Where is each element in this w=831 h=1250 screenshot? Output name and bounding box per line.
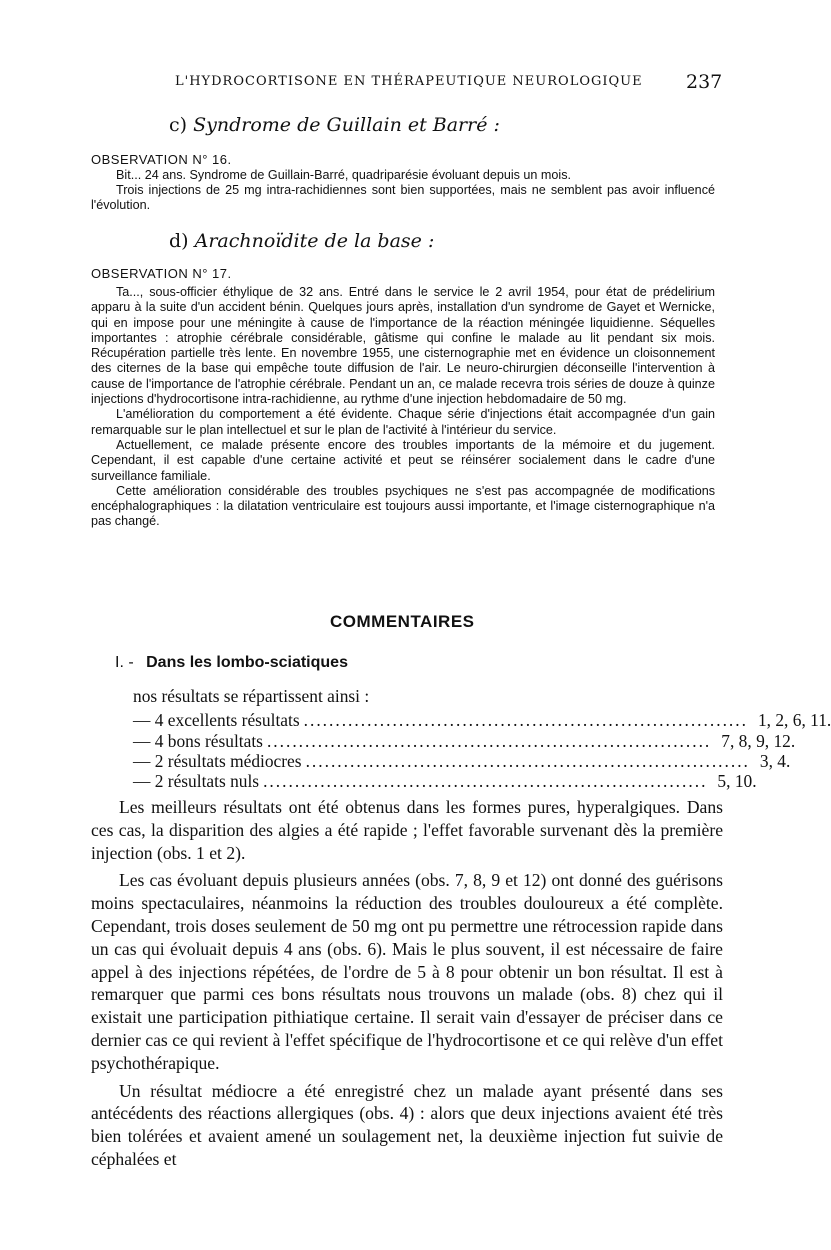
lombo-sciatiques-heading	[115, 654, 348, 672]
observation-16-heading: OBSERVATION N° 16.	[91, 152, 232, 167]
leader-dots: ......................................................................	[303, 710, 748, 730]
observation-17-paragraph: Actuellement, ce malade présente encore des troubles importants de la mémoire et du jugement. Cependant, il est capable d'une certaine activité et peut se réinsérer socialement dans le cadre d'une surveillance familiale.	[91, 437, 715, 483]
section-c-heading	[169, 114, 500, 136]
page-number: 237	[686, 71, 723, 93]
section-d-heading	[169, 230, 434, 252]
subsection-number: I. -	[115, 654, 134, 671]
results-label: — 2 résultats nuls	[133, 771, 260, 791]
observation-17-paragraph: Cette amélioration considérable des troubles psychiques ne s'est pas accompagnée de modifications encéphalographiques : la dilatation ventriculaire est toujours aussi importante, et l'image cisternographique n'a pas changé.	[91, 483, 715, 529]
section-c-title: Syndrome de Guillain et Barré :	[193, 114, 500, 136]
results-row	[133, 771, 757, 793]
commentary-paragraph: Un résultat médiocre a été enregistré chez un malade ayant présenté dans ses antécédents des réactions allergiques (obs. 4) : alors que deux injections avaient été très bien tolérées et avaient amené un soulagement net, la deuxième injection fut suivie de céphalées et	[91, 1080, 723, 1169]
results-row	[133, 731, 796, 753]
leader-dots: ......................................................................	[263, 771, 708, 791]
leader-dots: ......................................................................	[305, 751, 750, 771]
commentaires-heading: COMMENTAIRES	[330, 612, 475, 631]
results-label: — 2 résultats médiocres	[133, 751, 302, 771]
results-obs: 1, 2, 6, 11.	[757, 710, 831, 730]
observation-16-text-1: Bit... 24 ans. Syndrome de Guillain-Barré, quadriparésie évoluant depuis un mois.	[116, 168, 572, 182]
results-intro: nos résultats se répartissent ainsi :	[133, 686, 370, 706]
observation-16-text-2: Trois injections de 25 mg intra-rachidiennes sont bien supportées, mais ne semblent pas avoir influencé l'évolution.	[91, 183, 715, 213]
commentary-paragraph: Les cas évoluant depuis plusieurs années (obs. 7, 8, 9 et 12) ont donné des guérisons moins spectaculaires, néanmoins la réduction des troubles douloureux a été complète. Cependant, trois doses seulement de 50 mg ont pu permettre une rétrocession rapide dans un cas qui évoluait depuis 4 ans (obs. 6). Mais le plus souvent, il est nécessaire de faire appel à des injections répétées, de l'ordre de 5 à 8 pour obtenir un bon résultat. Il est à remarquer que parmi ces bons résultats nous trouvons un malade (obs. 8) chez qui il existait une participation pithiatique certaine. Il serait vain d'essayer de préciser dans ce dernier cas ce qui revient à l'effet spécifique de l'hydrocortisone et ce qui relève d'un effet psychothérapique.	[91, 870, 723, 1073]
section-d-title: Arachnoïdite de la base :	[194, 230, 435, 252]
results-obs: 5, 10.	[717, 771, 757, 791]
results-label: — 4 excellents résultats	[133, 710, 300, 730]
results-obs: 7, 8, 9, 12.	[721, 731, 796, 751]
results-row	[133, 751, 791, 773]
observation-17-paragraph: Ta..., sous-officier éthylique de 32 ans. Entré dans le service le 2 avril 1954, pour état de prédelirium apparu à la suite d'un accident bénin. Quelques jours après, installation d'un syndrome de Gayet et Wernicke, qui en impose pour une méningite à cause de l'importance de la réaction méningée liquidienne. Séquelles importantes : atrophie cérébrale considérable, gâtisme qui confine le malade au lit pendant six mois. Récupération partielle très lente. En novembre 1955, une cisternographie met en évidence un cloisonnement des citernes de la base qui empêche toute diffusion de l'air. Le neuro-chirurgien déconseille l'intervention à cause de l'importance de l'atrophie cérébrale. Pendant un an, ce malade recevra trois séries de douze à quinze injections d'hydrocortisone intra-rachidienne, au rythme d'une injection hebdomadaire de 50 mg.	[91, 285, 715, 407]
results-label: — 4 bons résultats	[133, 731, 263, 751]
results-row	[133, 710, 831, 732]
subsection-title: Dans les lombo-sciatiques	[146, 654, 348, 671]
observation-17-heading: OBSERVATION N° 17.	[91, 266, 232, 281]
commentary-paragraph: Les meilleurs résultats ont été obtenus dans les formes pures, hyperalgiques. Dans ces cas, la disparition des algies a été rapide ; l'effet favorable survenant dès la première injection (obs. 1 et 2).	[91, 797, 723, 863]
commentary-body	[91, 796, 723, 1171]
section-d-marker: d)	[169, 230, 189, 252]
results-obs: 3, 4.	[759, 751, 791, 771]
running-head: L'HYDROCORTISONE EN THÉRAPEUTIQUE NEUROLOGIQUE	[175, 74, 643, 89]
section-c-marker: c)	[169, 114, 188, 136]
observation-17-body	[91, 285, 715, 530]
observation-17-paragraph: L'amélioration du comportement a été évidente. Chaque série d'injections était accompagnée d'un gain remarquable sur le plan intellectuel et sur le plan de l'activité à l'intérieur du service.	[91, 407, 715, 437]
leader-dots: ......................................................................	[266, 731, 712, 751]
